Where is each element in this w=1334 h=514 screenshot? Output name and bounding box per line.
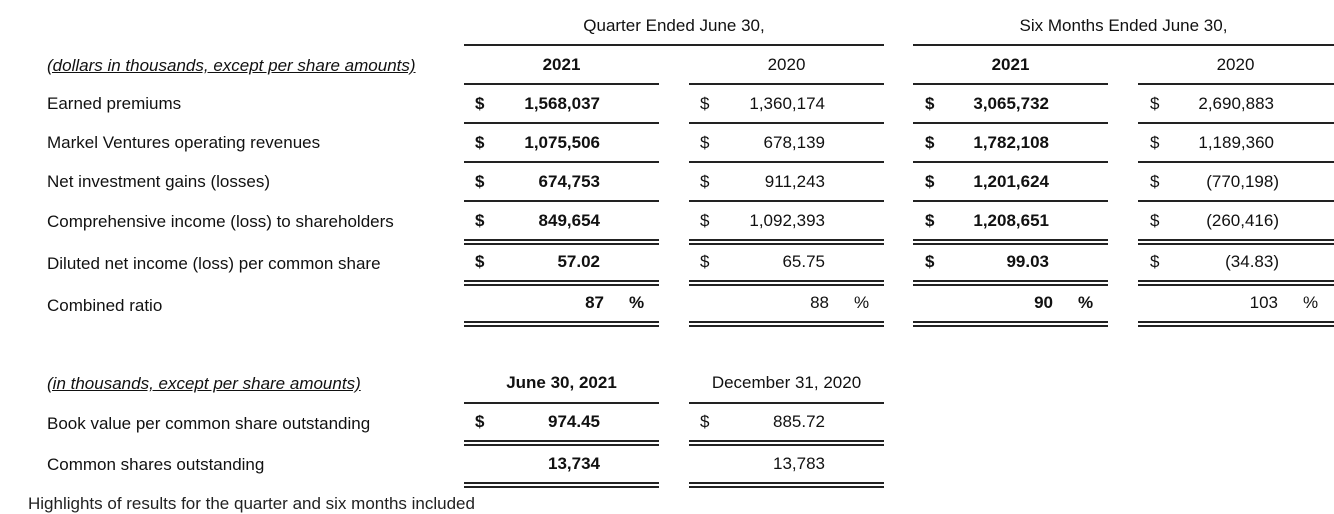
double-rule xyxy=(464,280,659,286)
double-rule xyxy=(689,321,884,327)
currency-symbol: $ xyxy=(925,252,935,271)
cell-value: 1,782,108 xyxy=(973,133,1049,152)
six-months-group-header: Six Months Ended June 30, xyxy=(1019,16,1228,35)
cell-value: 1,360,174 xyxy=(749,94,825,113)
cell-value: 674,753 xyxy=(538,172,600,191)
cell-value: 65.75 xyxy=(782,252,825,271)
double-rule xyxy=(1138,239,1334,245)
row-rule xyxy=(1138,200,1334,202)
row-label-diluted-eps: Diluted net income (loss) per common share xyxy=(47,254,381,273)
double-rule xyxy=(464,440,659,446)
cell-value: 13,734 xyxy=(548,454,600,473)
currency-symbol: $ xyxy=(925,94,935,113)
double-rule xyxy=(689,482,884,488)
currency-symbol: $ xyxy=(475,172,485,191)
cell-value: 13,783 xyxy=(773,454,825,473)
currency-symbol: $ xyxy=(475,211,485,230)
row-label-comprehensive-income: Comprehensive income (loss) to shareholders xyxy=(47,212,394,231)
row-label-book-value: Book value per common share outstanding xyxy=(47,414,371,433)
row-rule xyxy=(689,122,884,124)
cell-value: (260,416) xyxy=(1206,211,1279,230)
currency-symbol: $ xyxy=(1150,172,1160,191)
quarter-header-rule xyxy=(464,44,884,46)
col-header-six2020: 2020 xyxy=(1216,55,1255,74)
row-label-markel-ventures-revenues: Markel Ventures operating revenues xyxy=(47,133,321,152)
currency-symbol: $ xyxy=(1150,252,1160,271)
col-header-six2021: 2021 xyxy=(991,55,1030,74)
double-rule xyxy=(464,239,659,245)
row-label-combined-ratio: Combined ratio xyxy=(47,296,163,315)
currency-symbol: $ xyxy=(700,94,710,113)
row-label-common-shares: Common shares outstanding xyxy=(47,455,265,474)
double-rule xyxy=(689,440,884,446)
six-months-header-rule xyxy=(913,44,1334,46)
cell-value: 849,654 xyxy=(538,211,600,230)
row-label-net-investment-gains: Net investment gains (losses) xyxy=(47,172,270,191)
currency-symbol: $ xyxy=(700,133,710,152)
double-rule xyxy=(689,239,884,245)
currency-symbol: $ xyxy=(475,94,485,113)
currency-symbol: $ xyxy=(700,412,710,431)
row-rule xyxy=(1138,122,1334,124)
footer-cutoff xyxy=(0,494,1334,514)
row-rule xyxy=(913,200,1108,202)
percent-symbol: % xyxy=(629,293,645,312)
cell-value: 1,189,360 xyxy=(1198,133,1274,152)
currency-symbol: $ xyxy=(475,252,485,271)
double-rule xyxy=(1138,321,1334,327)
cell-value: 885.72 xyxy=(773,412,825,431)
cell-value: 1,092,393 xyxy=(749,211,825,230)
row-rule xyxy=(689,161,884,163)
cell-value: 911,243 xyxy=(764,172,825,191)
row-rule xyxy=(464,122,659,124)
percent-symbol: % xyxy=(854,293,870,312)
cell-value: 2,690,883 xyxy=(1198,94,1274,113)
col-header-q2020: 2020 xyxy=(767,55,806,74)
double-rule xyxy=(913,239,1108,245)
row-label-earned-premiums: Earned premiums xyxy=(47,94,182,113)
percent-symbol: % xyxy=(1078,293,1094,312)
cell-value: 1,568,037 xyxy=(524,94,600,113)
table1-caption: (dollars in thousands, except per share amounts) xyxy=(47,56,416,75)
double-rule xyxy=(1138,280,1334,286)
currency-symbol: $ xyxy=(700,252,710,271)
cell-value: 57.02 xyxy=(557,252,600,271)
footer-fragment-text: Highlights of results for the quarter and six months included xyxy=(28,494,475,513)
row-rule xyxy=(1138,161,1334,163)
cell-value: 88 xyxy=(810,293,829,312)
double-rule xyxy=(464,482,659,488)
currency-symbol: $ xyxy=(1150,211,1160,230)
col-header-june-2021: June 30, 2021 xyxy=(506,373,617,392)
cell-value: 678,139 xyxy=(763,133,825,152)
cell-value: 87 xyxy=(585,293,604,312)
double-rule xyxy=(913,280,1108,286)
cell-value: 90 xyxy=(1034,293,1053,312)
currency-symbol: $ xyxy=(475,133,485,152)
currency-symbol: $ xyxy=(700,211,710,230)
cell-value: 1,075,506 xyxy=(524,133,600,152)
currency-symbol: $ xyxy=(1150,94,1160,113)
row-rule xyxy=(464,161,659,163)
cell-value: 99.03 xyxy=(1006,252,1049,271)
cell-value: 974.45 xyxy=(548,412,600,431)
row-rule xyxy=(464,402,659,404)
currency-symbol: $ xyxy=(1150,133,1160,152)
cell-value: (770,198) xyxy=(1206,172,1279,191)
row-rule xyxy=(689,200,884,202)
row-rule xyxy=(689,402,884,404)
row-rule xyxy=(464,83,659,85)
col-header-dec-2020: December 31, 2020 xyxy=(711,373,862,392)
row-rule xyxy=(1138,83,1334,85)
row-rule xyxy=(913,122,1108,124)
row-rule xyxy=(913,161,1108,163)
col-header-q2021: 2021 xyxy=(542,55,581,74)
currency-symbol: $ xyxy=(925,133,935,152)
currency-symbol: $ xyxy=(475,412,485,431)
cell-value: 1,208,651 xyxy=(973,211,1049,230)
currency-symbol: $ xyxy=(700,172,710,191)
double-rule xyxy=(689,280,884,286)
cell-value: 3,065,732 xyxy=(973,94,1049,113)
currency-symbol: $ xyxy=(925,211,935,230)
cell-value: 1,201,624 xyxy=(973,172,1049,191)
double-rule xyxy=(913,321,1108,327)
cell-value: 103 xyxy=(1249,293,1278,312)
cell-value: (34.83) xyxy=(1225,252,1279,271)
quarter-group-header: Quarter Ended June 30, xyxy=(583,16,765,35)
row-rule xyxy=(913,83,1108,85)
currency-symbol: $ xyxy=(925,172,935,191)
double-rule xyxy=(464,321,659,327)
percent-symbol: % xyxy=(1303,293,1319,312)
row-rule xyxy=(689,83,884,85)
table2-caption: (in thousands, except per share amounts) xyxy=(47,374,361,393)
row-rule xyxy=(464,200,659,202)
